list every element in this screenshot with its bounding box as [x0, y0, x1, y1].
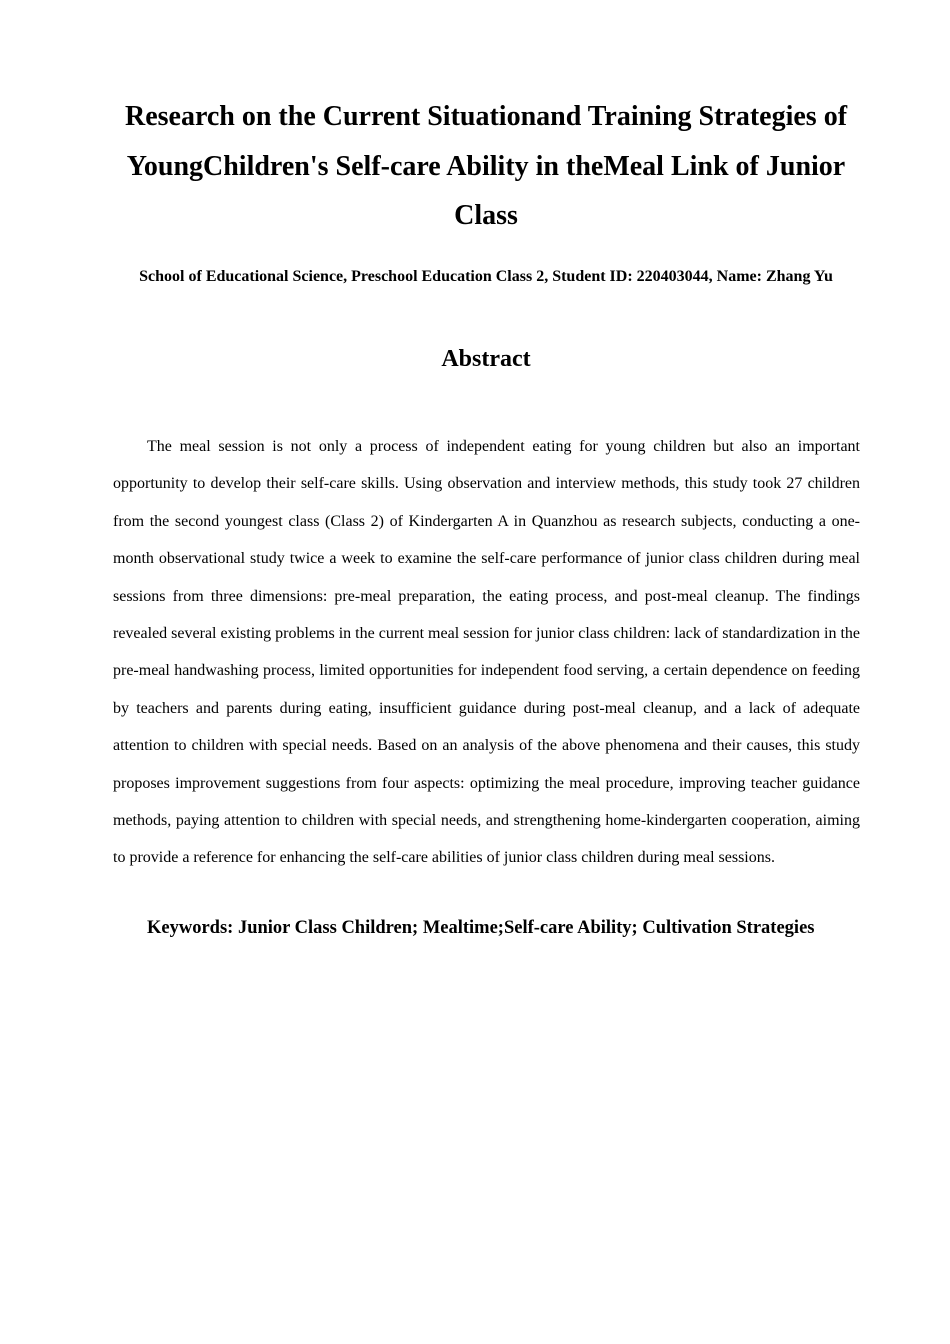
paper-title: Research on the Current Situationand Training Strategies of YoungChildren's Self-care Ability in theMeal Link of Junior Class	[124, 101, 848, 231]
keywords-line: Keywords: Junior Class Children; Mealtime;Self-care Ability; Cultivation Strategies	[147, 918, 815, 938]
author-info: School of Educational Science, Preschool Education Class 2, Student ID: 220403044, Name: Zhang Yu	[139, 268, 833, 285]
abstract-body: The meal session is not only a process of independent eating for young children but also an important opportunity to develop their self-care skills. Using observation and interview methods, this study took 27 children from the second youngest class (Class 2) of Kindergarten A in Quanzhou as research subjects, conducting a one-month observational study twice a week to examine the self-care performance of junior class children during meal sessions from three dimensions: pre-meal preparation, the eating process, and post-meal cleanup. The findings revealed several existing problems in the current meal session for junior class children: lack of standardization in the pre-meal handwashing process, limited opportunities for independent food serving, a certain dependence on feeding by teachers and parents during eating, insufficient guidance during post-meal cleanup, and a lack of adequate attention to children with special needs. Based on an analysis of the above phenomena and their causes, this study proposes improvement suggestions from four aspects: optimizing the meal procedure, improving teacher guidance methods, paying attention to children with special needs, and strengthening home-kindergarten cooperation, aiming to provide a reference for enhancing the self-care abilities of junior class children during meal sessions.	[113, 438, 860, 867]
abstract-heading: Abstract	[441, 346, 531, 372]
